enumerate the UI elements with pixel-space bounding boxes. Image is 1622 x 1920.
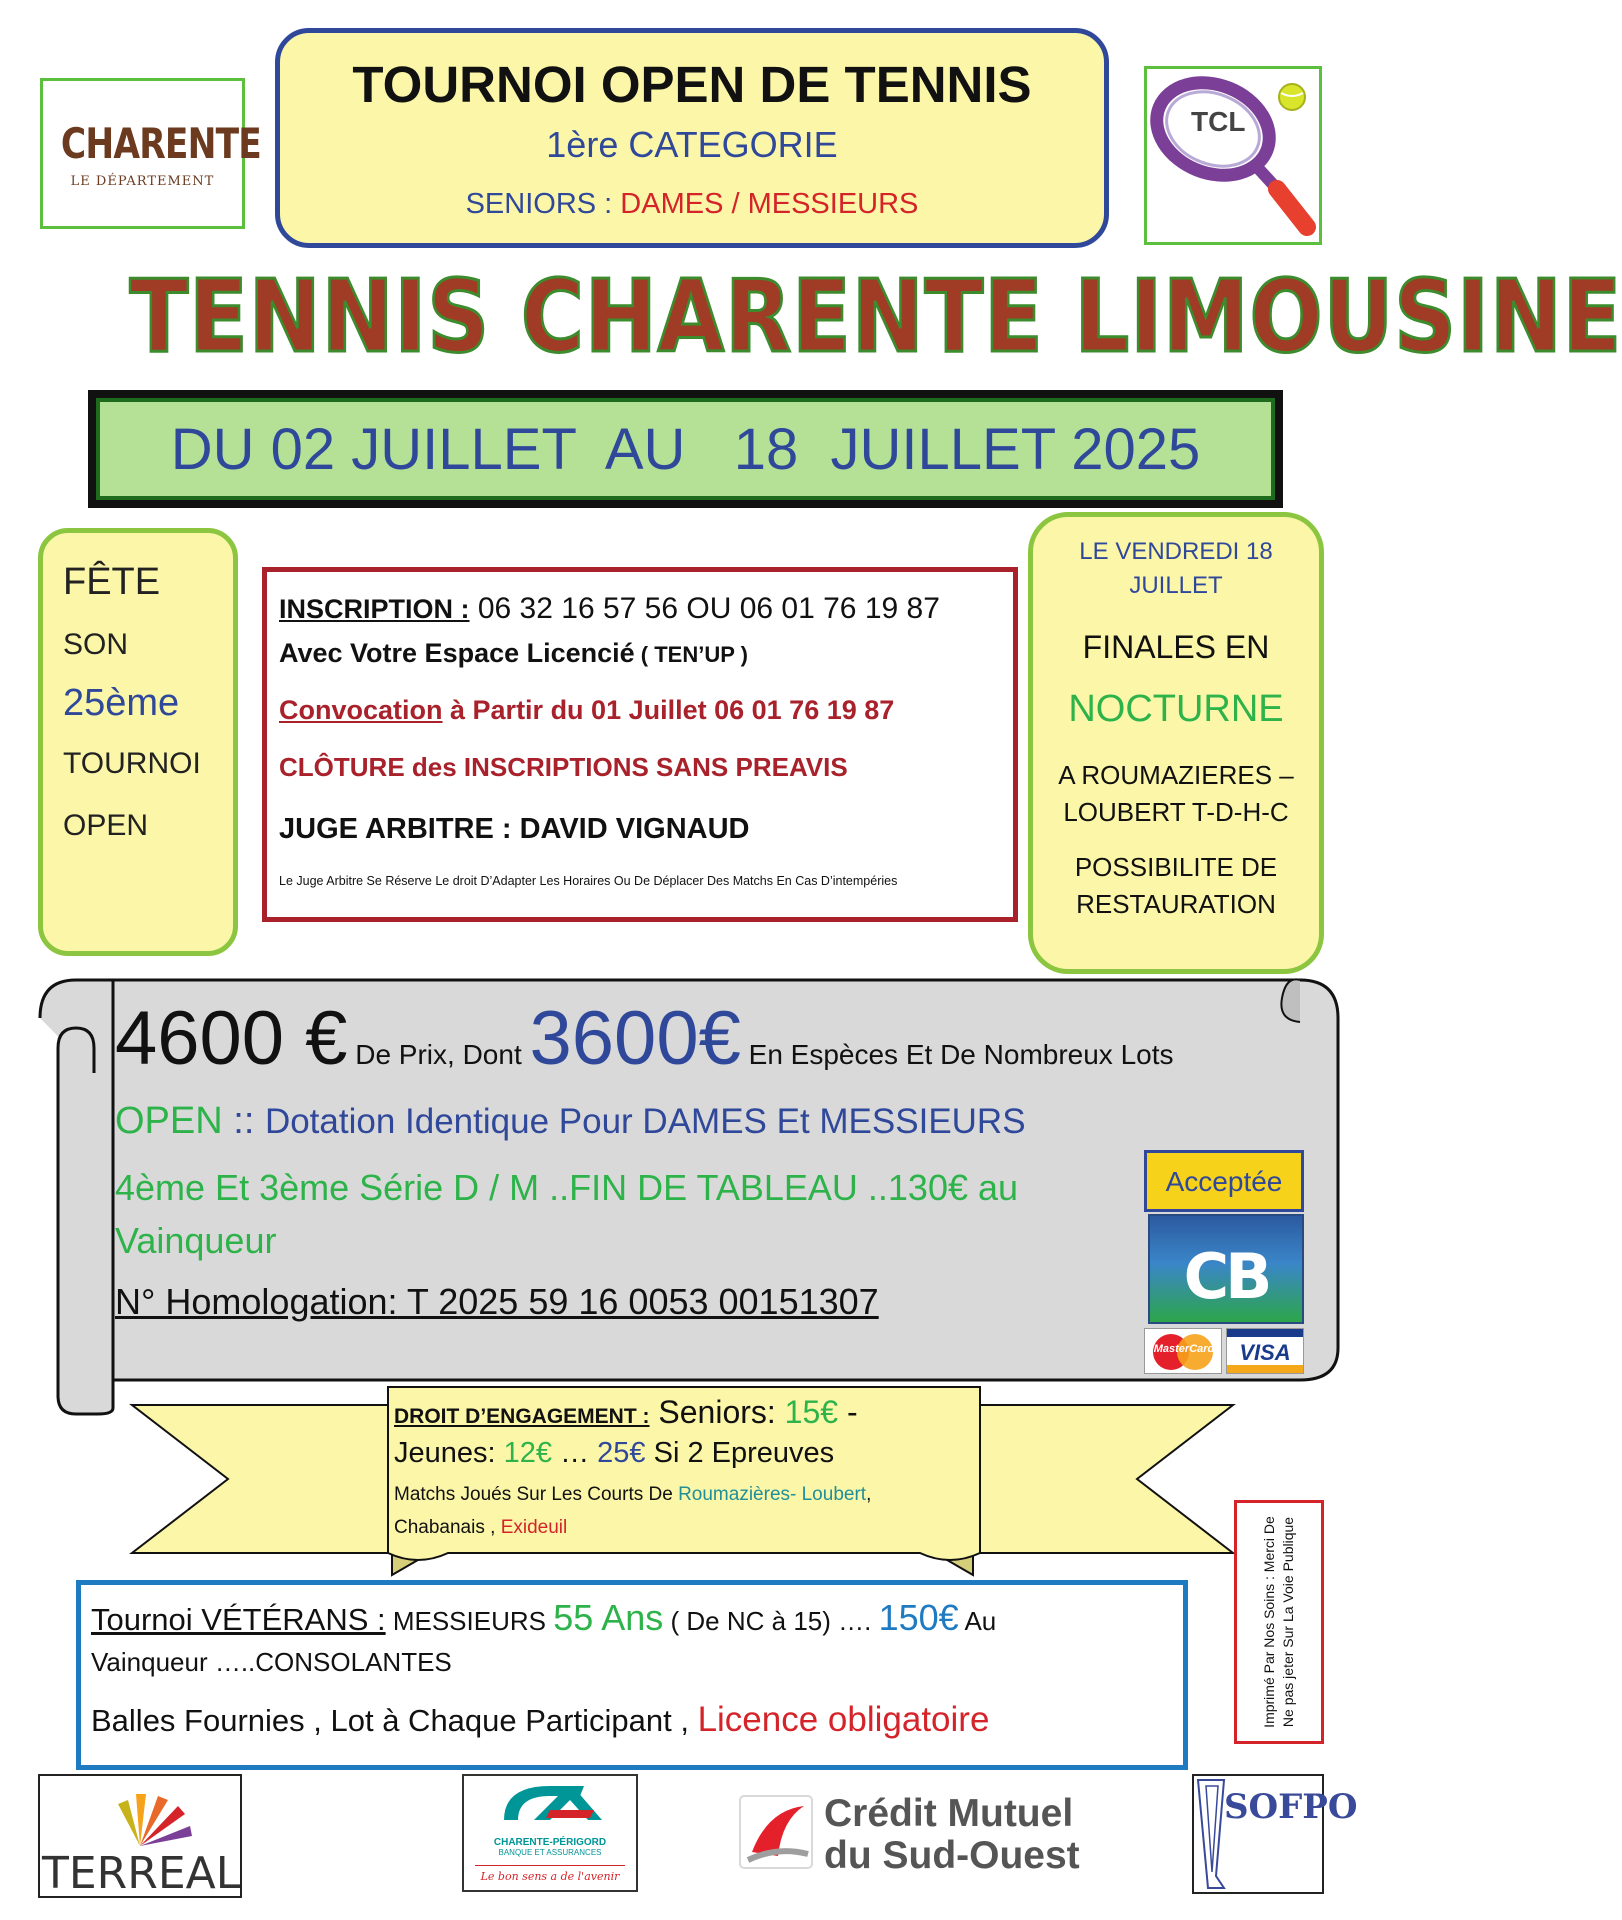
main-title: TENNIS CHARENTE LIMOUSINE [129, 258, 1622, 375]
prize-cash: 3600€ [529, 996, 741, 1081]
juge-arbitre-note: Le Juge Arbitre Se Réserve Le droit D’Adapter Les Horaires Ou De Déplacer Des Matchs En Cas D’intempéries [279, 874, 898, 888]
veterans-line-3 [91, 1700, 1173, 1740]
seniors-label: SENIORS : [465, 188, 621, 220]
engagement-two-price: 25€ [597, 1437, 646, 1469]
finales-restauration: POSSIBILITE DE RESTAURATION [1074, 852, 1278, 919]
finales-box [1028, 512, 1324, 974]
anniversary-line-5: OPEN [63, 809, 149, 842]
engagement-courts-line [394, 1478, 894, 1544]
veterans-balles: Balles Fournies , Lot à Chaque Participant , [91, 1703, 698, 1738]
printed-notice-box [1234, 1500, 1324, 1744]
convocation-line [279, 695, 1001, 726]
seniors-value: DAMES / MESSIEURS [620, 188, 919, 220]
homologation-label: N° Homologation: [115, 1281, 398, 1322]
mastercard-icon [1144, 1328, 1222, 1374]
serie-line: 4ème Et 3ème Série D / M ..FIN DE TABLEAU ..130€ au Vainqueur [115, 1167, 1019, 1261]
veterans-messieurs: MESSIEURS [385, 1606, 554, 1636]
cm-line-1: Crédit Mutuel [824, 1792, 1074, 1835]
espace-licencie-line [279, 638, 1001, 669]
engagement-dash: - [838, 1394, 858, 1430]
courts-roumazieres: Roumazières- Loubert [678, 1484, 867, 1505]
inscription-phones-line [279, 592, 1001, 626]
open-separator: :: [222, 1100, 265, 1142]
tournament-dates: DU 02 JUILLET AU 18 JUILLET 2025 [96, 398, 1275, 500]
sofpo-logo [1192, 1774, 1358, 1894]
terreal-fan-icon [40, 1776, 241, 1899]
convocation-text: à Partir du 01 Juillet 06 01 76 19 87 [442, 695, 895, 725]
open-dotation: Dotation Identique Pour DAMES Et MESSIEURS [264, 1102, 1026, 1141]
finales-nocturne: NOCTURNE [1068, 688, 1284, 730]
cm-line-2: du Sud-Ouest [824, 1834, 1080, 1877]
prize-content [115, 995, 1305, 1395]
engagement-seniors: Seniors: [649, 1394, 785, 1430]
engagement-jeunes-line [394, 1437, 898, 1470]
tournament-seniors-line [280, 188, 1104, 221]
tournament-dates-band [88, 390, 1283, 508]
anniversary-line-4: TOURNOI [63, 747, 201, 780]
credit-mutuel-icon [738, 1790, 818, 1880]
anniversary-box [38, 528, 238, 956]
engagement-jeunes: Jeunes: [394, 1437, 504, 1469]
visa-text: VISA [1239, 1340, 1291, 1365]
tournament-header-box [275, 28, 1109, 248]
credit-agricole-logo [462, 1774, 638, 1892]
veterans-label: Tournoi VÉTÉRANS : [91, 1602, 386, 1637]
prize-de-prix: De Prix, Dont [347, 1039, 530, 1070]
veterans-prize: 150€ [878, 1597, 959, 1638]
inscription-box [262, 567, 1018, 922]
credit-mutuel-logo [738, 1790, 1098, 1890]
credit-agricole-icon [464, 1776, 636, 1836]
courts-chabanais: , Chabanais , [394, 1484, 872, 1538]
veterans-box [76, 1580, 1188, 1770]
printed-notice: Imprimé Par Nos Soins : Merci De Ne pas jeter Sur La Voie Publique [1261, 1516, 1296, 1728]
cb-logo-text: CB [1183, 1240, 1269, 1313]
veterans-au: Au [958, 1606, 997, 1636]
homologation-line [115, 1281, 1305, 1323]
mastercard-text: MasterCard [1153, 1343, 1215, 1355]
veterans-range: ( De NC à 15) …. [663, 1606, 879, 1636]
ca-slogan: Le bon sens a de l'avenir [475, 1865, 625, 1883]
engagement-two-text: Si 2 Epreuves [645, 1437, 835, 1469]
anniversary-line-1: FÊTE [63, 561, 161, 603]
engagement-seniors-price: 15€ [784, 1394, 839, 1430]
accepted-label: Acceptée [1144, 1150, 1304, 1212]
tenup-label: ( TEN’UP ) [634, 642, 748, 667]
veterans-age: 55 Ans [553, 1597, 664, 1638]
engagement-jeunes-price: 12€ [503, 1437, 553, 1469]
juge-arbitre-line: JUGE ARBITRE : DAVID VIGNAUD [279, 813, 750, 845]
tournament-title: TOURNOI OPEN DE TENNIS [352, 56, 1032, 113]
engagement-seniors-line [394, 1394, 898, 1431]
ca-name: CHARENTE-PÉRIGORD [493, 1837, 607, 1848]
finales-location: A ROUMAZIERES – LOUBERT T-D-H-C [1058, 760, 1294, 827]
charente-logo-subtitle: LE DÉPARTEMENT [70, 174, 215, 189]
licence-obligatoire: Licence obligatoire [697, 1700, 990, 1739]
finales-title: FINALES EN [1082, 629, 1270, 665]
sofpo-text: SOFPO [1224, 1787, 1358, 1827]
visa-icon [1226, 1328, 1304, 1374]
tournament-category: 1ère CATEGORIE [546, 124, 838, 165]
engagement-label: DROIT D’ENGAGEMENT : [394, 1405, 650, 1428]
prize-total: 4600 € [115, 996, 348, 1081]
espace-licencie: Avec Votre Espace Licencié [279, 638, 635, 668]
engagement-text [388, 1384, 904, 1544]
prize-total-line [115, 995, 1305, 1082]
anniversary-line-2: SON [63, 628, 129, 661]
terreal-logo [38, 1774, 242, 1898]
inscription-phones: 06 32 16 57 56 OU 06 01 76 19 87 [469, 592, 940, 625]
veterans-line-2: Vainqueur …..CONSOLANTES [91, 1647, 452, 1677]
charente-department-logo [40, 78, 261, 229]
charente-logo-name: CHARENTE [60, 119, 261, 168]
cloture-line: CLÔTURE des INSCRIPTIONS SANS PREAVIS [279, 752, 848, 782]
terreal-text: TERREAL [42, 1848, 241, 1899]
tcl-club-logo [1144, 66, 1322, 245]
open-label: OPEN [115, 1100, 223, 1142]
courts-exideuil: Exideuil [500, 1517, 568, 1538]
tennis-racket-icon [1147, 69, 1319, 242]
finales-date: LE VENDREDI 18 JUILLET [1079, 538, 1273, 599]
payment-methods [1144, 1150, 1308, 1376]
courts-label: Matchs Joués Sur Les Courts De [394, 1484, 679, 1505]
prize-lots: En Espèces Et De Nombreux Lots [740, 1039, 1174, 1070]
veterans-line-1 [91, 1597, 1173, 1639]
tcl-logo-text: TCL [1191, 106, 1246, 137]
prize-open-line [115, 1100, 1305, 1143]
cb-card-icon [1148, 1214, 1304, 1324]
inscription-label: INSCRIPTION : [279, 594, 470, 624]
engagement-dots: … [552, 1437, 598, 1469]
anniversary-line-3: 25ème [63, 682, 180, 724]
convocation-label: Convocation [279, 695, 443, 725]
homologation-number: T 2025 59 16 0053 00151307 [397, 1281, 879, 1322]
ca-sub: BANQUE ET ASSURANCES [498, 1848, 602, 1857]
sofpo-icon [1194, 1776, 1358, 1892]
